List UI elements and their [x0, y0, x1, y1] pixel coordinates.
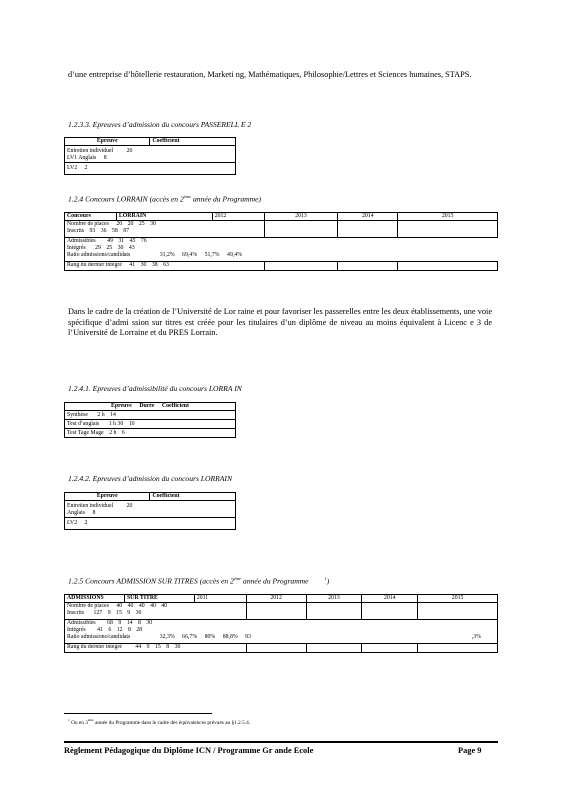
page-number: Page 9 [458, 746, 482, 755]
lorrain-paragraph: Dans le cadre de la création de l’Université de Lor raine et pour favoriser les passerelles entre les deux établissements, une voie spécifique d’admi ssion sur titres est créée pour les titulaires d’un diplôme de niveau au moins équivalent à Licenc e 3 de l’Université de Lorraine et du PRES Lorrain. [68, 307, 492, 337]
cell: 6 [121, 430, 125, 436]
cell: 45 [129, 238, 136, 244]
footnote-separator [64, 713, 212, 714]
cell: Anglais [67, 510, 86, 516]
row-line [67, 252, 496, 259]
cell: 25 [138, 221, 145, 227]
heading-lorrain-concours [68, 194, 261, 204]
cell: ,3% [471, 634, 481, 640]
cell: LV2 [67, 520, 78, 526]
cell: 9 [146, 644, 150, 650]
table-row [65, 603, 498, 620]
cell: Inscrits [67, 228, 85, 234]
cell: Rang du dernier intégré [67, 262, 122, 268]
cell: 30 [140, 262, 147, 268]
col-header: 2013 [264, 213, 338, 221]
footnote-text: Ou en 3 [71, 719, 88, 726]
cell: 30 [150, 221, 156, 227]
col-header: 2012 [212, 213, 264, 221]
table-row [65, 501, 236, 518]
table-lorrain-admission [64, 492, 236, 530]
cell: 6 [108, 627, 112, 633]
table-row [65, 420, 236, 429]
cell: Ratio admissions/candidats [67, 634, 131, 640]
cell: 14 [126, 620, 133, 626]
cell: Nombre de places [67, 603, 109, 609]
cell: 9 [118, 620, 122, 626]
cell: 32,3% [159, 634, 175, 640]
col-header: 2013 [306, 595, 362, 603]
cell: Rang du dernier intégré [67, 644, 122, 650]
cell: Entretien individuel [67, 148, 114, 154]
col-header: SUR TITRE [124, 595, 194, 603]
col-header: 2012 [246, 595, 306, 603]
heading-text: 1.2.4 Concours LORRAIN (accès en 2 [68, 194, 184, 204]
cell: 1 h 30 [108, 421, 124, 427]
cell: 63 [163, 262, 169, 268]
cell: 15 [116, 610, 122, 616]
heading-text: année du Programme) [192, 194, 262, 204]
table-row [65, 620, 498, 644]
table-row [65, 429, 236, 438]
cell: 58 [112, 228, 118, 234]
cell: 2 h [109, 430, 117, 436]
col-header: Epreuve [65, 138, 150, 146]
cell: 36 [100, 228, 107, 234]
cell: 40 [161, 603, 168, 609]
table-row [65, 238, 498, 262]
col-header: 2011 [194, 595, 246, 603]
superscript: ème [87, 718, 94, 722]
heading-passerelle-admission [68, 120, 251, 129]
col-header: Coefficient [150, 138, 236, 146]
cell: 44 [135, 644, 142, 650]
table-header-row [65, 595, 498, 603]
cell: 29 [95, 245, 101, 251]
col-header: Durée [139, 403, 155, 409]
col-header: 2015 [418, 595, 498, 603]
cell: 8 [92, 510, 96, 516]
cell: 8 [127, 627, 131, 633]
cell: Inscrits [67, 610, 85, 616]
row-line [67, 245, 496, 252]
row-line [67, 610, 244, 617]
cell: 28 [136, 627, 143, 633]
footer-rule [64, 741, 498, 743]
table-row [65, 262, 498, 271]
cell: Ratio admissions/candidats [67, 252, 131, 258]
table-lorrain-admissibilite [64, 402, 236, 438]
cell: LV1 Anglais [67, 155, 97, 161]
col-header: 2015 [398, 213, 498, 221]
col-header [65, 403, 236, 411]
cell: 9 [127, 610, 131, 616]
cell: Test d’anglais [67, 421, 100, 427]
cell: 80% [204, 634, 216, 640]
table-row [65, 518, 236, 530]
heading-admission-titres [68, 576, 329, 586]
table-row [65, 221, 498, 238]
cell: 66,7% [182, 634, 198, 640]
col-header: 2014 [338, 213, 398, 221]
heading-text: ) [326, 576, 330, 586]
cell: LV2 [67, 165, 78, 171]
row-line [67, 221, 262, 228]
col-header: Epreuve [65, 493, 150, 501]
heading-text: 1.2.4.2. Epreuves d’admission du concours LORRAIN [68, 474, 233, 483]
footnote-ref: 1 [324, 576, 327, 581]
cell: 8 [103, 155, 107, 161]
cell: 30 [117, 245, 124, 251]
cell: 49 [107, 238, 113, 244]
cell: 40 [150, 603, 156, 609]
cell: 2 h [97, 412, 105, 418]
row-line [67, 627, 495, 634]
heading-lorrain-admission [68, 474, 232, 483]
cell: Admissibles [67, 620, 96, 626]
cell: 51,7% [204, 252, 220, 258]
cell: Intégrés [67, 245, 86, 251]
cell: Synthèse [67, 412, 88, 418]
cell: 40 [116, 603, 123, 609]
cell: 2 [84, 165, 88, 171]
superscript: ème [233, 576, 242, 581]
superscript: ème [183, 194, 192, 199]
cell: 41 [97, 627, 103, 633]
cell: 38 [151, 262, 158, 268]
cell: 31 [118, 238, 125, 244]
cell: 25 [106, 245, 113, 251]
col-header: Epreuve [111, 403, 132, 409]
cell: Nombre de places [67, 221, 109, 227]
table-header-row [65, 403, 236, 411]
cell: 14 [110, 412, 116, 418]
cell: 40 [127, 603, 134, 609]
cell: Intégrés [67, 627, 86, 633]
heading-text: 1.2.4.1. Epreuves d’admissibilité du concours LORRA IN [68, 384, 242, 393]
footnote [68, 718, 250, 726]
table-header-row [65, 213, 498, 221]
cell: 93 [245, 634, 251, 640]
table-row [65, 644, 498, 653]
row-line [67, 603, 244, 610]
cell: 8 [137, 620, 141, 626]
cell: 20 [126, 148, 133, 154]
cell: 76 [140, 238, 147, 244]
cell: 2 [84, 520, 88, 526]
footnote-mark: 1 [68, 718, 70, 722]
table-row [65, 146, 236, 163]
heading-text: 1.2.3.3. Epreuves d’admission du concours PASSERELL E 2 [68, 120, 252, 129]
cell: 93 [89, 228, 96, 234]
cell: 40 [138, 603, 145, 609]
intro-paragraph: d’une entreprise d’hôtellerie restauration, Marketi ng, Mathématiques, Philosophie/Lettres et Sciences humaines, STAPS. [68, 70, 472, 79]
table-lorrain-stats [64, 212, 498, 271]
cell: 8 [166, 644, 170, 650]
col-header: Coefficient [150, 493, 236, 501]
cell: 12 [116, 627, 123, 633]
cell: Test Tage Mage [67, 430, 104, 436]
heading-lorrain-admissibilite [68, 384, 242, 393]
cell: 20 [126, 503, 133, 509]
table-passerelle-admission [64, 137, 236, 175]
table-header-row [65, 138, 236, 146]
cell: 41 [129, 262, 136, 268]
row-line [67, 634, 495, 641]
cell: 15 [154, 644, 161, 650]
col-header: ADMISSIONS [65, 595, 125, 603]
col-header: Concours [65, 213, 117, 221]
cell: 30 [146, 620, 153, 626]
cell: 30 [174, 644, 181, 650]
cell: Admissibles [67, 238, 96, 244]
cell: 30 [135, 610, 142, 616]
cell: 88,8% [222, 634, 238, 640]
row-line [67, 238, 496, 245]
heading-text: année du Programme [243, 576, 309, 586]
cell: 68 [107, 620, 113, 626]
col-header: 2014 [362, 595, 418, 603]
heading-text: 1.2.5 Concours ADMISSION SUR TITRES (accès en 2 [68, 576, 234, 586]
table-row [65, 163, 236, 175]
footer-title: Règlement Pédagogique du Diplôme ICN / Programme Gr ande Ecole [64, 746, 314, 755]
cell: 9 [107, 610, 111, 616]
cell: 127 [93, 610, 103, 616]
col-header: LORRAIN [116, 213, 212, 221]
row-line [67, 228, 262, 235]
cell: 20 [116, 221, 123, 227]
cell: 20 [127, 221, 134, 227]
cell: 43 [128, 245, 135, 251]
table-row [65, 411, 236, 420]
table-admission-titres [64, 594, 498, 653]
cell: 10 [128, 421, 135, 427]
footnote-text: année du Programme dans le cadre des équivalences prévues au §1.2.5.4. [95, 719, 251, 726]
cell: 31,2% [159, 252, 175, 258]
table-header-row [65, 493, 236, 501]
cell: Entretien individuel [67, 503, 114, 509]
cell: 87 [123, 228, 130, 234]
cell: 69,4% [182, 252, 198, 258]
row-line [67, 620, 495, 627]
col-header: Coefficient [161, 403, 189, 409]
cell: 49,4% [227, 252, 243, 258]
